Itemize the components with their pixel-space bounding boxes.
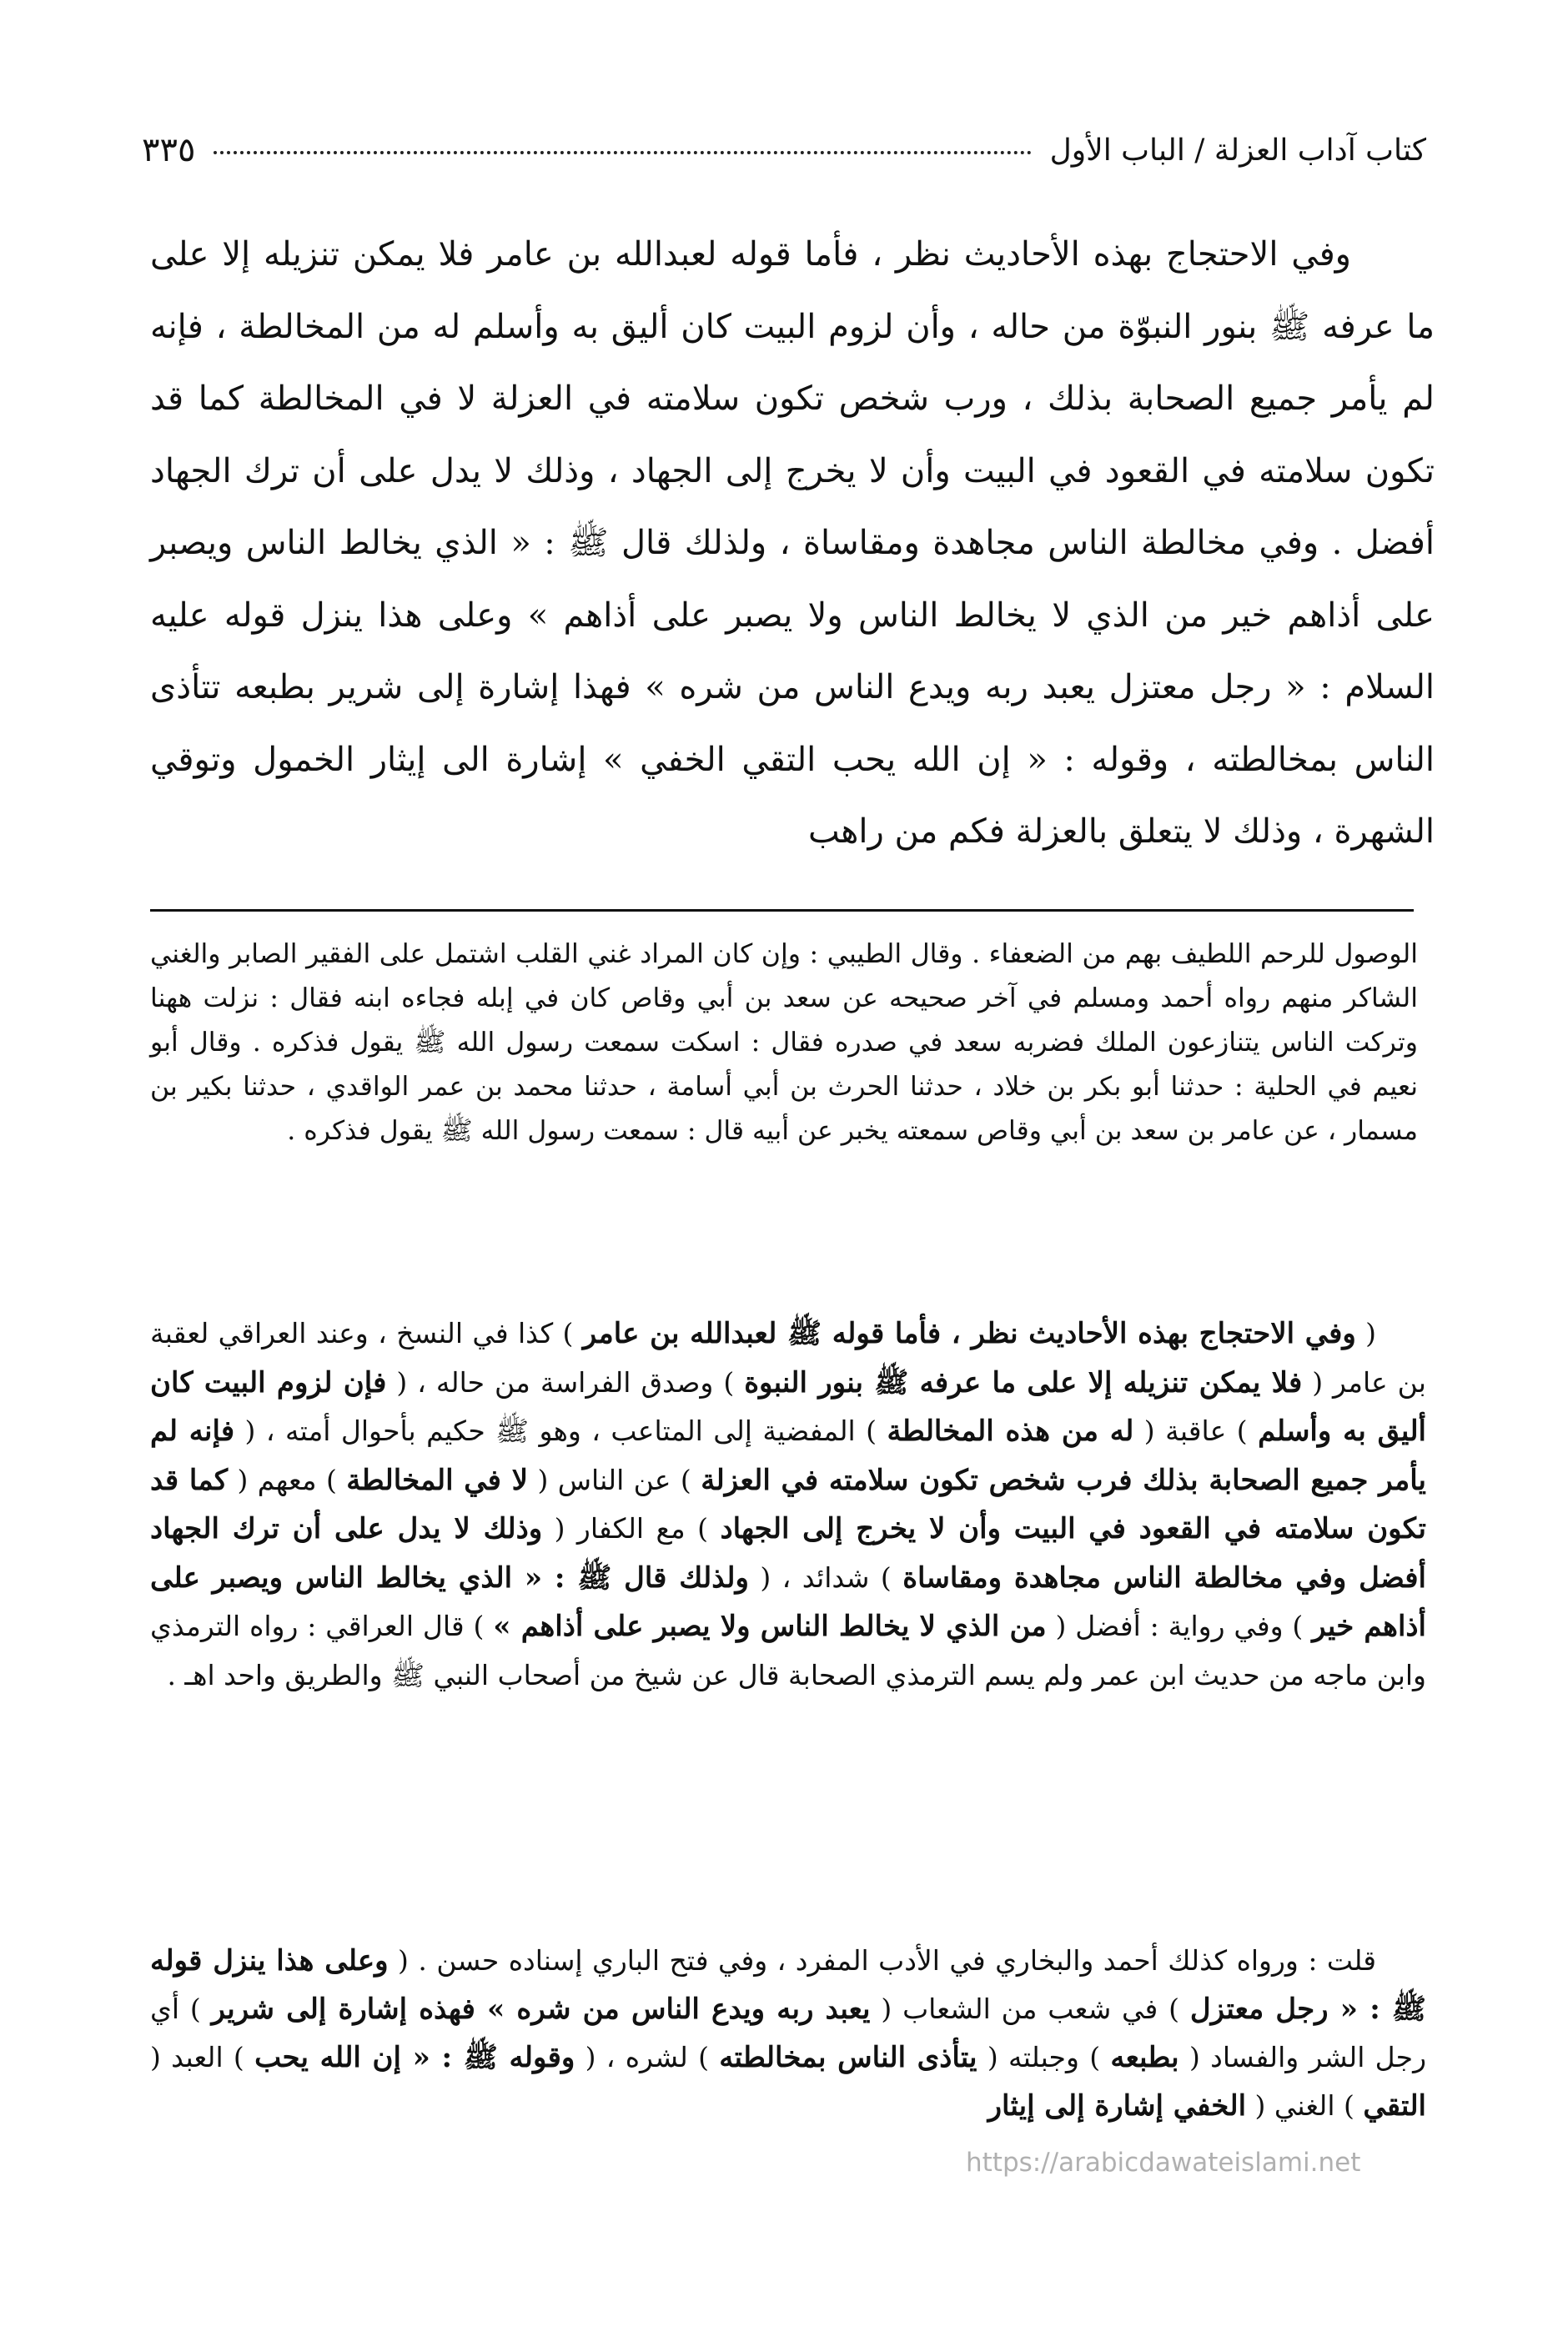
quoted-matn-text: التقي [1363,2089,1426,2123]
main-paragraph: وفي الاحتجاج بهذه الأحاديث نظر ، فأما قوله لعبدالله بن عامر فلا يمكن تنزيله إلا على ما عرفه ﷺ بنور النبوّة من حاله ، وأن لزوم البيت كان أليق به وأسلم له من المخالطة ، فإنه لم يأمر جميع الصحابة بذلك ، ورب شخص تكون سلامته في العزلة لا في المخالطة كما قد تكون سلامته في القعود في البيت وأن لا يخرج إلى الجهاد ، وذلك لا يدل على أن ترك الجهاد أفضل . وفي مخالطة الناس مجاهدة ومقاساة ، ولذلك قال ﷺ : « الذي يخالط الناس ويصبر على أذاهم خير من الذي لا يخالط الناس ولا يصبر على أذاهم » وعلى هذا ينزل قوله عليه السلام : « رجل معتزل يعبد ربه ويدع الناس من شره » فهذا إشارة إلى شرير بطبعه تتأذى الناس بمخالطته ، وقوله : « إن الله يحب التقي الخفي » إشارة الى إيثار الخمول وتوقي الشهرة ، وذلك لا يتعلق بالعزلة فكم من راهب [150,235,1435,851]
main-text-block [150,219,1435,868]
commentary-text: ) عن الناس ( [528,1463,701,1496]
quoted-matn-text: ولذلك قال ﷺ : « الذي يخالط الناس ويصبر على أذاهم خير [150,1561,1426,1643]
quoted-matn-text: فإنه لم يأمر جميع الصحابة بذلك فرب شخص تكون سلامته في العزلة [150,1415,1427,1497]
commentary-text: ) وصدق الفراسة من حاله ، ( [386,1365,745,1399]
quoted-matn-text: بطبعه [1110,2041,1179,2074]
quoted-matn-text: يتأذى الناس بمخالطته [719,2041,977,2074]
commentary-text: ) لشره ، ( [575,2041,720,2073]
quoted-matn-text: وقوله ﷺ : « إن الله يحب [254,2041,575,2074]
commentary-text: ) عاقبة ( [1133,1415,1259,1447]
quoted-matn-text: الخفي إشارة إلى إيثار [988,2089,1247,2123]
commentary-text: ) مع الكفار ( [542,1512,721,1545]
quoted-matn-text: فلا يمكن تنزيله إلا على ما عرفه ﷺ بنور النبوة [744,1365,1303,1400]
commentary-text: ) وفي رواية : أفضل ( [1046,1610,1313,1642]
commentary-text: ( [1355,1317,1376,1349]
commentary-text: ) الغني ( [1246,2089,1364,2122]
quoted-matn-text: كما قد تكون سلامته في القعود في البيت وأن لا يخرج إلى الجهاد [150,1463,1426,1545]
quoted-matn-text: لا في المخالطة [346,1463,529,1497]
website-watermark: https://arabicdawateislami.net [966,2148,1361,2178]
quoted-matn-text: فإن لزوم البيت كان أليق به وأسلم [150,1365,1426,1448]
commentary-text: ) شدائد ، ( [748,1561,903,1594]
commentary-text: ) معهم ( [228,1463,347,1496]
quoted-matn-text: من الذي لا يخالط الناس ولا يصبر على أذاهم » [493,1610,1047,1643]
page-number: ٣٣٥ [142,131,196,169]
commentary-paragraph-2 [150,1937,1426,2130]
footnote-block [150,932,1418,1153]
commentary-text: قلت : ورواه كذلك أحمد والبخاري في الأدب المفرد ، وفي فتح الباري إسناده حسن . ( [388,1944,1377,1977]
page-header [142,125,1426,175]
quoted-matn-text: له من هذه المخالطة [887,1415,1134,1448]
commentary-text: ) وجبلته ( [977,2041,1111,2073]
footnote-paragraph: الوصول للرحم اللطيف بهم من الضعفاء . وقال الطيبي : وإن كان المراد غني القلب اشتمل على الفقير الصابر والغني الشاكر منهم رواه أحمد ومسلم في آخر صحيحه عن سعد بن أبي وقاص كان في إبله فجاءه ابنه فقال : نزلت ههنا وتركت الناس يتنازعون الملك فضربه سعد في صدره فقال : اسكت سمعت رسول الله ﷺ يقول فذكره . وقال أبو نعيم في الحلية : حدثنا أبو بكر بن خلاد ، حدثنا الحرث بن أبي أسامة ، حدثنا محمد بن عمر الواقدي ، حدثنا بكير بن مسمار ، عن عامر بن سعد بن أبي وقاص سمعته يخبر عن أبيه قال : سمعت رسول الله ﷺ يقول فذكره . [150,939,1418,1146]
commentary-block-2 [150,1937,1426,2130]
commentary-paragraph-1 [150,1309,1426,1699]
running-title: كتاب آداب العزلة / الباب الأول [1049,133,1426,168]
quoted-matn-text: يعبد ربه ويدع الناس من شره » فهذه إشارة إلى شرير [211,1993,871,2026]
quoted-matn-text: وفي الاحتجاج بهذه الأحاديث نظر ، فأما قوله ﷺ لعبدالله بن عامر [582,1317,1356,1350]
commentary-text: ) في شعب من الشعاب ( [870,1993,1190,2025]
footnote-divider [150,909,1414,912]
commentary-text: ) المفضية إلى المتاعب ، وهو ﷺ حكيم بأحوال أمته ، ( [234,1415,887,1447]
commentary-text: ) العبد ( [150,2041,255,2073]
quoted-matn-text: وذلك لا يدل على أن ترك الجهاد أفضل وفي مخالطة الناس مجاهدة ومقاساة [150,1512,1427,1595]
commentary-text: ) كذا في النسخ ، وعند العراقي لعقبة بن عامر ( [150,1317,1426,1399]
leader-dots [214,146,1031,154]
commentary-block-1 [150,1309,1426,1699]
quoted-matn-text: وعلى هذا ينزل قوله ﷺ : « رجل معتزل [150,1944,1426,2026]
commentary-text: ) قال العراقي : رواه الترمذي وابن ماجه من حديث ابن عمر ولم يسم الترمذي الصحابة قال عن شيخ من أصحاب النبي ﷺ والطريق واحد اهـ . [150,1610,1426,1691]
commentary-text: ) أي رجل الشر والفساد ( [150,1993,1427,2073]
